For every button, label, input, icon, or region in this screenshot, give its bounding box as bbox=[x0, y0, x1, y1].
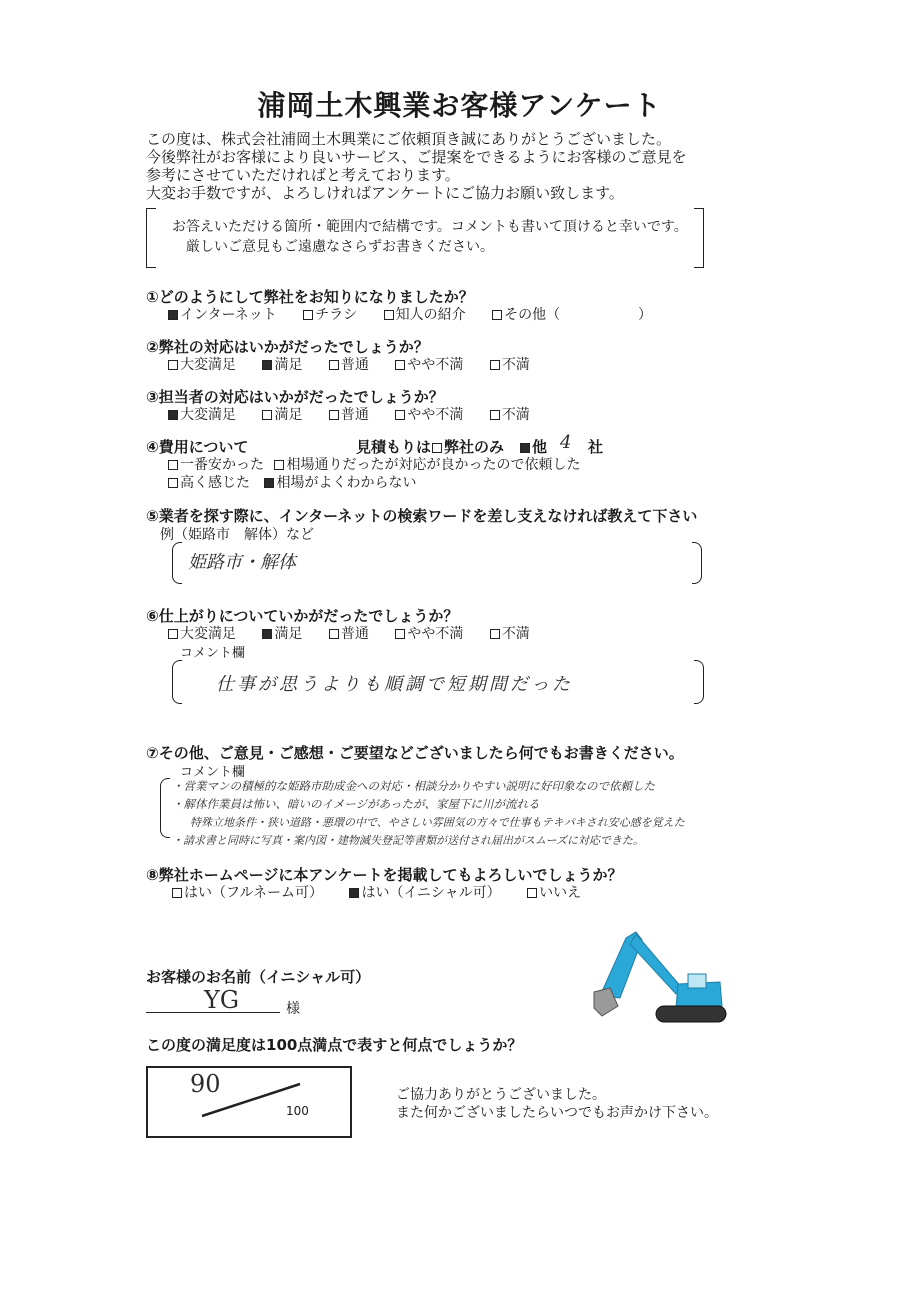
closing-line-1: ご協力ありがとうございました。 bbox=[396, 1087, 606, 1103]
checkbox-icon[interactable] bbox=[172, 888, 182, 898]
q6-option-dissatisfied[interactable]: 不満 bbox=[490, 623, 530, 643]
q4-option-unknown-market[interactable]: 相場がよくわからない bbox=[264, 472, 416, 492]
q6-option-slightly-dissatisfied[interactable]: やや不満 bbox=[395, 623, 463, 643]
closing-line-2: また何かございましたらいつでもお声かけ下さい。 bbox=[396, 1105, 718, 1121]
checkbox-icon[interactable] bbox=[395, 410, 405, 420]
q1-option-internet[interactable]: インターネット bbox=[168, 304, 277, 324]
q6-bracket-right bbox=[694, 660, 704, 704]
checkbox-icon[interactable] bbox=[262, 410, 272, 420]
checkbox-icon[interactable] bbox=[274, 460, 284, 470]
name-suffix: 様 bbox=[286, 1001, 300, 1017]
q6-comment-label: コメント欄 bbox=[180, 646, 246, 661]
excavator-icon bbox=[592, 928, 732, 1028]
q6-options bbox=[168, 623, 552, 643]
q6-option-very-satisfied[interactable]: 大変満足 bbox=[168, 623, 236, 643]
checkbox-icon[interactable] bbox=[168, 629, 178, 639]
q2-options bbox=[168, 354, 552, 374]
checkbox-icon[interactable] bbox=[492, 310, 502, 320]
q3-option-very-satisfied[interactable]: 大変満足 bbox=[168, 404, 236, 424]
checkbox-icon[interactable] bbox=[168, 478, 178, 488]
name-label: お客様のお名前（イニシャル可） bbox=[146, 968, 371, 986]
q6-bracket-left bbox=[172, 660, 182, 704]
q4-row-2 bbox=[168, 472, 438, 492]
checkbox-icon[interactable] bbox=[168, 460, 178, 470]
q7-comment-line-1[interactable]: ・営業マンの積極的な姫路市助成金への対応・相談分かりやすい説明に好印象なので依頼した bbox=[172, 779, 655, 793]
checkbox-checked-icon[interactable] bbox=[168, 410, 178, 420]
q6-option-normal[interactable]: 普通 bbox=[329, 623, 369, 643]
q3-question: ③担当者の対応はいかがだったでしょうか？ bbox=[146, 388, 444, 406]
score-question: この度の満足度は100点満点で表すと何点でしょうか？ bbox=[146, 1036, 523, 1054]
survey-title: 浦岡土木興業お客様アンケート bbox=[257, 89, 662, 122]
checkbox-icon[interactable] bbox=[490, 629, 500, 639]
q1-options bbox=[168, 304, 560, 324]
q7-comment-line-2[interactable]: ・解体作業員は怖い、暗いのイメージがあったが、家屋下に川が流れる bbox=[172, 797, 540, 811]
q6-question: ⑥仕上がりについていかがだったでしょうか？ bbox=[146, 607, 459, 625]
q4-row-1 bbox=[168, 454, 602, 474]
q4-option-expensive[interactable]: 高く感じた bbox=[168, 472, 250, 492]
q1-other-close: ） bbox=[638, 307, 652, 323]
intro-line-1: この度は、株式会社浦岡土木興業にご依頼頂き誠にありがとうございました。 bbox=[146, 130, 672, 148]
notice-line-1: お答えいただける箇所・範囲内で結構です。コメントも書いて頂けると幸いです。 bbox=[172, 219, 688, 235]
q7-comment-line-3[interactable]: 特殊立地条件・狭い道路・悪環の中で、やさしい雰囲気の方々で仕事もテキパキされ安心感を覚えた bbox=[190, 816, 685, 829]
q5-bracket-right bbox=[692, 542, 702, 584]
name-value[interactable]: YG bbox=[204, 986, 240, 1014]
q5-example: 例（姫路市 解体）など bbox=[160, 527, 314, 543]
checkbox-icon[interactable] bbox=[168, 360, 178, 370]
checkbox-checked-icon[interactable] bbox=[262, 360, 272, 370]
checkbox-icon[interactable] bbox=[527, 888, 537, 898]
checkbox-icon[interactable] bbox=[384, 310, 394, 320]
checkbox-icon[interactable] bbox=[490, 410, 500, 420]
q4-question: ④費用について bbox=[146, 438, 249, 456]
q2-question: ②弊社の対応はいかがだったでしょうか？ bbox=[146, 338, 429, 356]
checkbox-checked-icon[interactable] bbox=[168, 310, 178, 320]
q2-option-satisfied[interactable]: 満足 bbox=[262, 354, 302, 374]
q2-option-slightly-dissatisfied[interactable]: やや不満 bbox=[395, 354, 463, 374]
checkbox-icon[interactable] bbox=[329, 629, 339, 639]
q5-answer[interactable]: 姫路市・解体 bbox=[188, 552, 296, 573]
checkbox-icon[interactable] bbox=[303, 310, 313, 320]
checkbox-checked-icon[interactable] bbox=[520, 443, 530, 453]
q8-option-full-name[interactable]: はい（フルネーム可） bbox=[172, 882, 323, 902]
notice-bracket-left bbox=[146, 208, 156, 268]
intro-line-2: 今後弊社がお客様により良いサービス、ご提案をできるようにお客様のご意見を bbox=[146, 148, 687, 166]
score-value[interactable]: 90 bbox=[190, 1070, 221, 1098]
checkbox-icon[interactable] bbox=[395, 360, 405, 370]
checkbox-checked-icon[interactable] bbox=[262, 629, 272, 639]
q4-other-count: 4 bbox=[560, 432, 572, 453]
notice-bracket-right bbox=[694, 208, 704, 268]
q3-option-normal[interactable]: 普通 bbox=[329, 404, 369, 424]
q7-comment-label: コメント欄 bbox=[180, 765, 246, 780]
q3-options bbox=[168, 404, 552, 424]
q4-option-cheapest[interactable]: 一番安かった bbox=[168, 454, 264, 474]
intro-line-4: 大変お手数ですが、よろしければアンケートにご協力お願い致します。 bbox=[146, 184, 624, 202]
q2-option-normal[interactable]: 普通 bbox=[329, 354, 369, 374]
q2-option-dissatisfied[interactable]: 不満 bbox=[490, 354, 530, 374]
q8-option-initials[interactable]: はい（イニシャル可） bbox=[349, 882, 500, 902]
q8-options bbox=[172, 882, 603, 902]
q1-option-other[interactable]: その他（ bbox=[492, 304, 560, 324]
checkbox-icon[interactable] bbox=[329, 410, 339, 420]
checkbox-checked-icon[interactable] bbox=[264, 478, 274, 488]
q3-option-dissatisfied[interactable]: 不満 bbox=[490, 404, 530, 424]
q1-question: ①どのようにして弊社をお知りになりましたか？ bbox=[146, 288, 474, 306]
q6-option-satisfied[interactable]: 満足 bbox=[262, 623, 302, 643]
q7-question: ⑦その他、ご意見・ご感想・ご要望などございましたら何でもお書きください。 bbox=[146, 744, 684, 762]
q3-option-slightly-dissatisfied[interactable]: やや不満 bbox=[395, 404, 463, 424]
checkbox-checked-icon[interactable] bbox=[349, 888, 359, 898]
q1-option-flyer[interactable]: チラシ bbox=[303, 304, 357, 324]
q2-option-very-satisfied[interactable]: 大変満足 bbox=[168, 354, 236, 374]
q7-comment-line-4[interactable]: ・請求書と同時に写真・案内図・建物滅失登記等書類が送付され届出がスムーズに対応できた。 bbox=[172, 834, 644, 847]
q7-bracket-left bbox=[160, 778, 170, 838]
q4-other-unit: 社 bbox=[588, 438, 604, 456]
checkbox-icon[interactable] bbox=[432, 443, 442, 453]
q1-option-referral[interactable]: 知人の紹介 bbox=[384, 304, 466, 324]
q4-other[interactable]: 他 bbox=[520, 436, 547, 457]
q4-estimate-label: 見積もりは bbox=[356, 438, 432, 456]
q5-question: ⑤業者を探す際に、インターネットの検索ワードを差し支えなければ教えて下さい bbox=[146, 507, 698, 525]
score-max: 100 bbox=[286, 1104, 309, 1118]
intro-line-3: 参考にさせていただければと考えております。 bbox=[146, 166, 460, 184]
checkbox-icon[interactable] bbox=[490, 360, 500, 370]
q3-option-satisfied[interactable]: 満足 bbox=[262, 404, 302, 424]
q4-only-us[interactable]: 弊社のみ bbox=[432, 436, 504, 457]
q6-comment[interactable]: 仕事が思うよりも順調で短期間だった bbox=[216, 674, 573, 695]
notice-line-2: 厳しいご意見もご遠慮なさらずお書きください。 bbox=[186, 239, 494, 255]
q8-question: ⑧弊社ホームページに本アンケートを掲載してもよろしいでしょうか？ bbox=[146, 866, 623, 884]
checkbox-icon[interactable] bbox=[329, 360, 339, 370]
q4-option-market-good-service[interactable]: 相場通りだったが対応が良かったので依頼した bbox=[274, 454, 580, 474]
checkbox-icon[interactable] bbox=[395, 629, 405, 639]
q5-bracket-left bbox=[172, 542, 182, 584]
q8-option-no[interactable]: いいえ bbox=[527, 882, 581, 902]
